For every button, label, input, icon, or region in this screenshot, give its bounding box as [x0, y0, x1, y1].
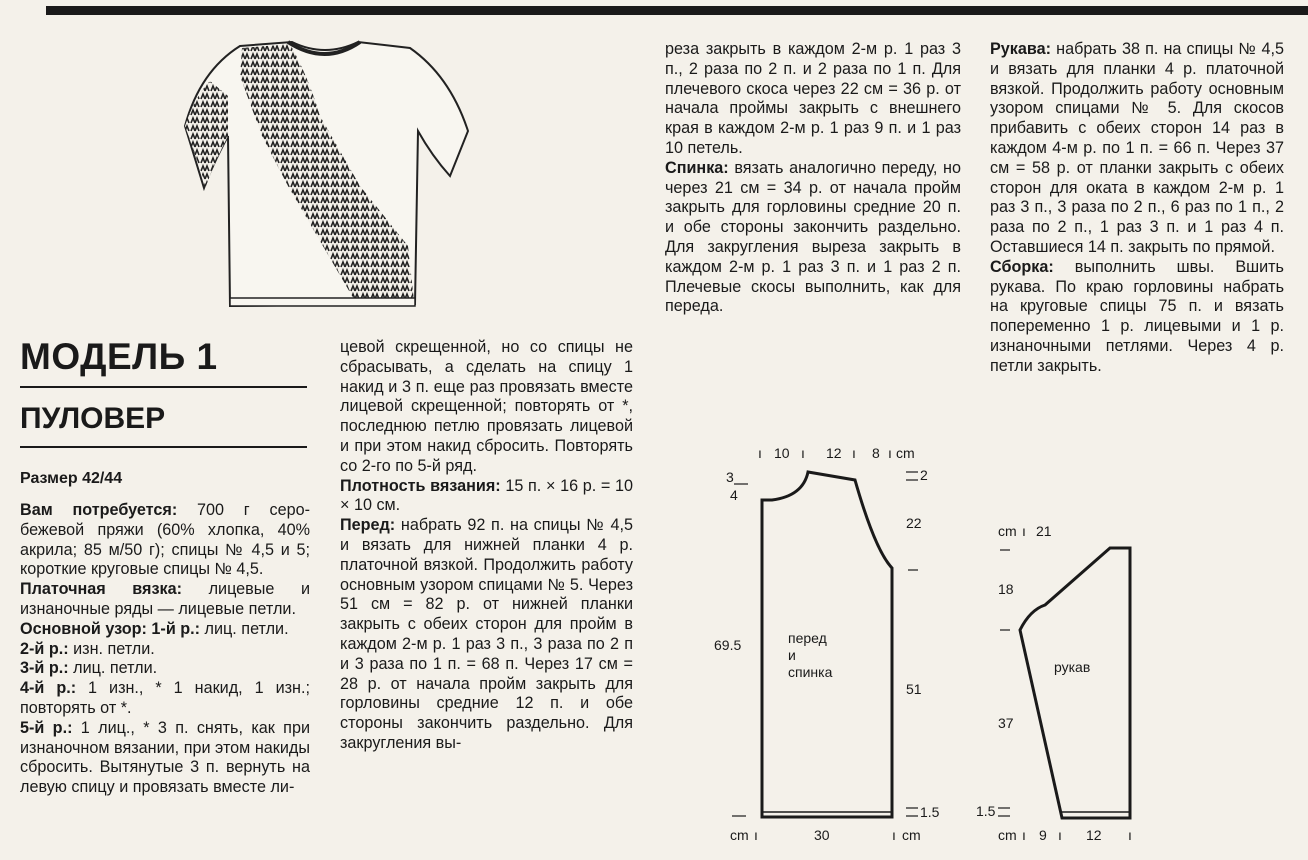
top-rule	[46, 6, 1308, 15]
paragraph-heading: Спинка:	[665, 158, 729, 177]
tick-mark: ı	[1022, 523, 1026, 539]
body-label-3: спинка	[788, 664, 833, 680]
dim-neck-left-top: 3	[726, 469, 734, 485]
paragraph-heading: 5-й р.:	[20, 718, 73, 737]
paragraph-text: 15 п. × 16 р. = 10 × 10 см.	[340, 476, 634, 515]
body-label-1: перед	[788, 630, 827, 646]
paragraph	[20, 501, 310, 580]
paragraph-text: выполнить швы. Вшить рукава. По краю горловины набрать на круговые спицы 75 п. и вязать попеременно 1 р. лицевыми и 1 р. изнаночными петлями. Через 4 р. петли закрыть.	[990, 257, 1284, 375]
paragraph	[340, 338, 633, 477]
sleeve-dim-cap: 18	[998, 581, 1014, 597]
sleeve-dim-bottom-right: 12	[1086, 827, 1102, 843]
paragraph	[990, 40, 1284, 258]
tick-mark: ı	[852, 445, 856, 461]
paragraph	[20, 580, 310, 620]
tick-mark: ı	[801, 445, 805, 461]
sleeve-pattern	[976, 523, 1132, 843]
paragraph-text: лиц. петли.	[68, 659, 158, 678]
dim-top-1: 10	[774, 445, 790, 461]
paragraph-heading: Основной узор: 1-й р.:	[20, 619, 201, 638]
sleeve-label: рукав	[1054, 659, 1091, 675]
paragraph-heading: Вам потребуется:	[20, 501, 178, 519]
tick-mark: ı	[758, 445, 762, 461]
paragraph-heading: Плотность вязания:	[340, 476, 501, 495]
paragraph-text: 1 лиц., * 3 п. снять, как при изнаночном вязании, при этом накиды сбросить. Вытянутые 3 п. вернуть на левую спицу и провязать вместе ли-	[20, 718, 310, 797]
text-column-4	[990, 40, 1284, 377]
paragraph-heading: Сборка:	[990, 257, 1054, 276]
paragraph	[20, 659, 310, 679]
tick-mark: ı	[754, 827, 758, 843]
body-label-2: и	[788, 647, 796, 663]
paragraph	[20, 719, 310, 798]
paragraph-text: 700 г серо-бежевой пряжи (60% хлопка, 40% акрила; 85 м/50 г); спицы № 4,5 и 5; короткие круговые спицы № 4,5.	[20, 501, 310, 579]
tick-mark: ı	[1128, 827, 1132, 843]
tick-mark: ı	[1058, 827, 1062, 843]
paragraph-heading: 4-й р.:	[20, 679, 77, 698]
paragraph-text: 1 изн., * 1 накид, 1 изн.; повторять от *.	[20, 679, 310, 717]
sweater-illustration	[180, 36, 470, 316]
dim-width: 30	[814, 827, 830, 843]
paragraph-text: цевой скрещенной, но со спицы не сбрасывать, а сделать на спицу 1 накид и 3 п. еще раз провязать вместе лицевой скрещенной; повторять от *, последнюю петлю провязать лицевой и при этом накид сбросить. Повторять со 2-го по 5-й ряд.	[340, 338, 633, 475]
paragraph	[20, 640, 310, 660]
body-pattern	[714, 445, 940, 843]
garment-subtitle: ПУЛОВЕР	[20, 402, 166, 435]
dim-body-length: 51	[906, 681, 922, 697]
size-label: Размер 42/44	[20, 470, 123, 487]
sleeve-dim-unit-bottom: cm	[998, 827, 1017, 843]
dim-unit-top: cm	[896, 445, 915, 461]
paragraph	[665, 40, 961, 159]
paragraph-text: лиц. петли.	[200, 619, 289, 638]
dim-shoulder: 22	[906, 515, 922, 531]
paragraph-text: реза закрыть в каждом 2-м р. 1 раз 3 п., 2 раза по 2 п. и 2 раза по 1 п. Для плечевого скоса через 22 см = 36 р. от начала проймы закрыть с внешнего края в каждом 2-м р. 1 раз 9 п. и 1 раз 10 петель.	[665, 40, 961, 157]
paragraph-heading: 2-й р.:	[20, 639, 69, 658]
pattern-diagrams	[700, 440, 1300, 850]
paragraph-text: набрать 38 п. на спицы № 4,5 и вязать для планки 4 р. платочной вязкой. Продолжить работу основным узором спицами № 5. Для скосов прибавить с обеих сторон 14 раз в каждом 4-м р. по 1 п. = 66 п. Через 37 см = 58 р. от планки закрыть с обеих сторон для оката в каждом 2-м р. 1 раз 3 п., 3 раза по 2 п., 6 раз по 1 п., 2 раза по 2 п., 1 раз 3 п. и 1 раз 4 п. Оставшиеся 14 п. закрыть по прямой.	[990, 40, 1284, 256]
tick-mark: ı	[888, 445, 892, 461]
text-column-2	[340, 338, 633, 754]
dim-unit-bottom-right: cm	[902, 827, 921, 843]
dim-neck-right: 2	[920, 467, 928, 483]
paragraph-text: лицевые и изнаночные ряды — лицевые петли.	[20, 580, 310, 618]
paragraph-heading: Рукава:	[990, 40, 1052, 58]
dim-top-3: 8	[872, 445, 880, 461]
title-rule	[20, 386, 307, 388]
sleeve-dim-length: 37	[998, 715, 1014, 731]
model-title: МОДЕЛЬ 1	[20, 336, 218, 377]
dim-unit-bottom-left: cm	[730, 827, 749, 843]
tick-mark: ı	[1022, 827, 1026, 843]
sleeve-dim-unit-top: cm	[998, 523, 1017, 539]
paragraph	[340, 477, 633, 517]
paragraph	[20, 620, 310, 640]
paragraph-text: набрать 92 п. на спицы № 4,5 и вязать для нижней планки 4 р. платочной вязкой. Продолжить работу основным узором спицами № 5. Через 51 см = 82 р. от нижней планки закрыть с обеих сторон для пройм в каждом 2-м р. 1 раз 3 п., 3 раза по 2 п и 3 раза по 1 п. = 68 п. Через 17 см = 28 р. от начала пройм закрыть для горловины средние 12 п. и обе стороны закончить раздельно. Для закругления вы-	[340, 516, 633, 752]
dim-top-2: 12	[826, 445, 842, 461]
tick-mark: ı	[892, 827, 896, 843]
paragraph	[665, 159, 961, 317]
sleeve-dim-bottom-left: 9	[1039, 827, 1047, 843]
dim-hem: 1.5	[920, 804, 940, 820]
paragraph	[990, 258, 1284, 377]
paragraph-heading: Перед:	[340, 516, 396, 535]
paragraph-heading: 3-й р.:	[20, 659, 69, 678]
dim-total-length: 69.5	[714, 637, 742, 653]
paragraph-heading: Платочная вязка:	[20, 580, 183, 599]
sleeve-dim-top: 21	[1036, 523, 1052, 539]
subtitle-rule	[20, 446, 307, 448]
paragraph	[20, 679, 310, 719]
dim-neck-left-bottom: 4	[730, 487, 738, 503]
sleeve-dim-hem: 1.5	[976, 803, 996, 819]
text-column-3	[665, 40, 961, 317]
paragraph-text: вязать аналогично переду, но через 21 см = 34 р. от начала пройм закрыть для горловины средние 20 п. и обе стороны закончить раздельно. Для закругления выреза закрыть в каждом 2-м р. 1 раз 3 п. и 1 раз 2 п. Плечевые скосы выполнить, как для переда.	[665, 158, 961, 316]
text-column-1	[20, 501, 310, 798]
paragraph	[340, 516, 633, 754]
paragraph-text: изн. петли.	[68, 639, 155, 658]
